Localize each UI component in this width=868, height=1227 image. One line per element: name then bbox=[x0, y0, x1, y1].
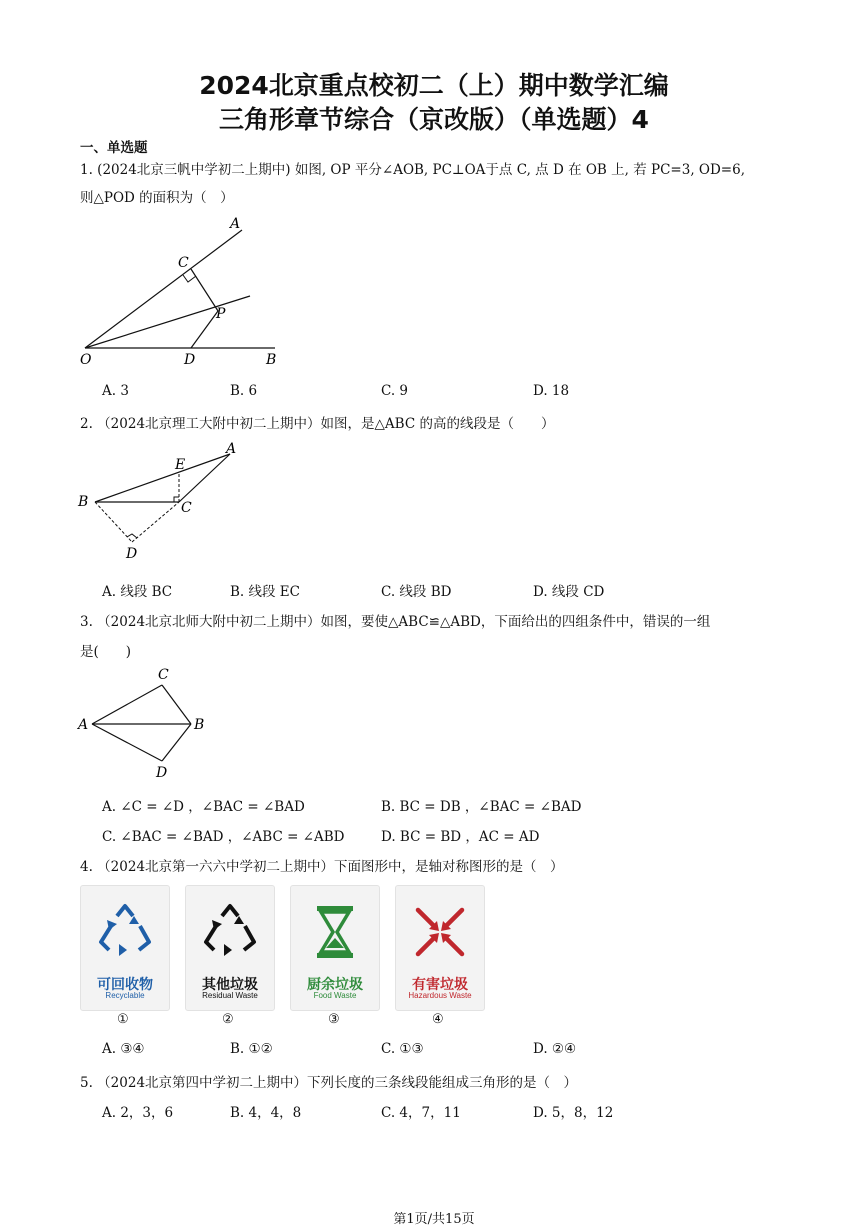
card-number-3: ③ bbox=[328, 1012, 340, 1027]
label-D: D bbox=[126, 546, 138, 562]
question-4-text: 4. （2024北京第一六六中学初二上期中）下面图形中，是轴对称图形的是（ ） bbox=[80, 859, 564, 875]
q5-option-b: B. 4，4，8 bbox=[230, 1105, 302, 1121]
q2-option-c: C. 线段 BD bbox=[381, 584, 452, 600]
residual-waste-icon bbox=[200, 902, 260, 962]
card-label-cn: 厨余垃圾 bbox=[307, 977, 363, 993]
q1-option-c: C. 9 bbox=[381, 383, 409, 399]
hazardous-waste-sign bbox=[395, 885, 485, 1011]
label-C: C bbox=[178, 255, 189, 271]
label-A: A bbox=[230, 216, 241, 232]
q5-option-d: D. 5，8，12 bbox=[533, 1105, 614, 1121]
q3-option-c: C. ∠BAC = ∠BAD ，∠ABC = ∠ABD bbox=[102, 829, 345, 845]
card-number-1: ① bbox=[117, 1012, 129, 1027]
question-2-text: 2. （2024北京理工大附中初二上期中）如图，是△ABC 的高的线段是（ ） bbox=[80, 416, 555, 432]
card-number-2: ② bbox=[222, 1012, 234, 1027]
q5-option-a: A. 2，3，6 bbox=[102, 1105, 174, 1121]
q1-option-d: D. 18 bbox=[533, 383, 570, 399]
q3-option-a: A. ∠C = ∠D ，∠BAC = ∠BAD bbox=[102, 799, 305, 815]
label-B: B bbox=[194, 717, 205, 733]
food-waste-sign bbox=[290, 885, 380, 1011]
card-label-en: Residual Waste bbox=[202, 991, 258, 1000]
label-B: B bbox=[78, 494, 89, 510]
recyclable-sign bbox=[80, 885, 170, 1011]
label-D: D bbox=[156, 765, 168, 781]
card-number-4: ④ bbox=[432, 1012, 444, 1027]
q2-option-d: D. 线段 CD bbox=[533, 584, 605, 600]
q1-option-b: B. 6 bbox=[230, 383, 258, 399]
question-3-figure bbox=[70, 664, 220, 782]
hourglass-icon bbox=[305, 902, 365, 962]
question-1-text: 1. (2024北京三帆中学初二上期中) 如图, OP 平分∠AOB, PC⊥OA于点 C, 点 D 在 OB 上, 若 PC=3, OD=6, bbox=[80, 162, 745, 178]
q4-option-d: D. ②④ bbox=[533, 1041, 577, 1057]
card-label-en: Hazardous Waste bbox=[408, 991, 472, 1000]
card-label-cn: 可回收物 bbox=[97, 977, 153, 993]
hazard-icon bbox=[410, 902, 470, 962]
label-A: A bbox=[226, 441, 237, 457]
recycle-icon bbox=[95, 902, 155, 962]
residual-waste-sign bbox=[185, 885, 275, 1011]
q3-option-b: B. BC = DB ，∠BAC = ∠BAD bbox=[381, 799, 582, 815]
section-heading: 一、单选题 bbox=[80, 140, 148, 156]
q3-option-d: D. BC = BD ，AC = AD bbox=[381, 829, 540, 845]
label-P: P bbox=[216, 306, 226, 322]
label-C: C bbox=[158, 667, 169, 683]
label-O: O bbox=[80, 352, 92, 368]
q1-option-a: A. 3 bbox=[102, 383, 129, 399]
q5-option-c: C. 4，7，11 bbox=[381, 1105, 461, 1121]
q4-option-a: A. ③④ bbox=[102, 1041, 145, 1057]
q4-option-c: C. ①③ bbox=[381, 1041, 424, 1057]
label-E: E bbox=[175, 457, 186, 473]
question-3-text: 3. （2024北京北师大附中初二上期中）如图，要使△ABC≌△ABD，下面给出的四组条件中，错误的一组 bbox=[80, 614, 711, 630]
card-label-en: Recyclable bbox=[105, 991, 145, 1000]
question-1-figure bbox=[70, 212, 300, 372]
question-3-text-line2: 是( ) bbox=[80, 644, 132, 660]
label-B: B bbox=[266, 352, 277, 368]
card-label-cn: 有害垃圾 bbox=[412, 977, 468, 993]
label-C: C bbox=[181, 500, 192, 516]
question-2-figure bbox=[70, 438, 250, 566]
q2-option-a: A. 线段 BC bbox=[102, 584, 173, 600]
label-D: D bbox=[184, 352, 196, 368]
q4-option-b: B. ①② bbox=[230, 1041, 273, 1057]
document-title-line1: 2024北京重点校初二（上）期中数学汇编 bbox=[199, 71, 669, 100]
document-title-line2: 三角形章节综合（京改版）（单选题）4 bbox=[219, 105, 649, 134]
card-label-en: Food Waste bbox=[313, 991, 357, 1000]
question-1-text-line2: 则△POD 的面积为（ ） bbox=[80, 190, 234, 206]
q2-option-b: B. 线段 EC bbox=[230, 584, 300, 600]
label-A: A bbox=[78, 717, 89, 733]
question-5-text: 5. （2024北京第四中学初二上期中）下列长度的三条线段能组成三角形的是（ ） bbox=[80, 1075, 578, 1091]
card-label-cn: 其他垃圾 bbox=[202, 977, 258, 993]
page-footer: 第1页/共15页 bbox=[393, 1212, 475, 1227]
